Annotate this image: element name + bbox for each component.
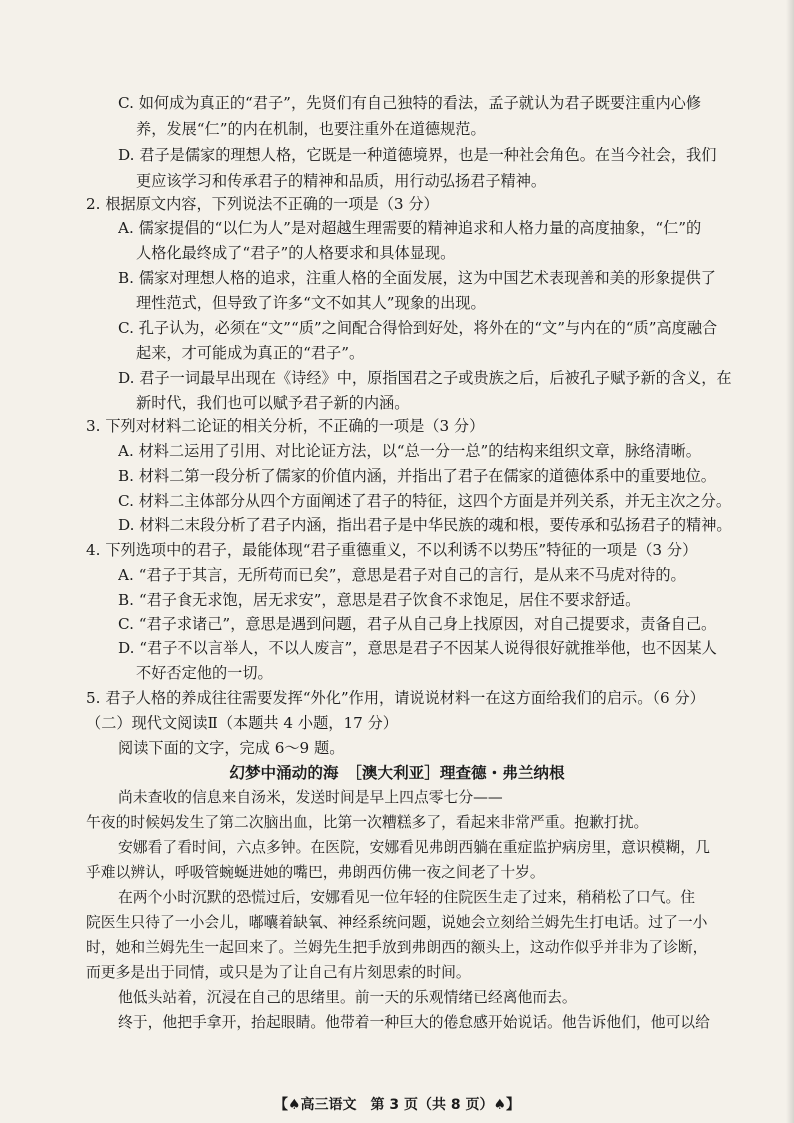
q4-option-d-line1: D. “君子不以言举人，不以人废言”，意思是君子不因某人说得很好就推举他，也不因某人 — [118, 639, 717, 657]
q5-stem: 5. 君子人格的养成往往需要发挥“外化”作用，请说说材料一在这方面给我们的启示。（6 分） — [86, 689, 705, 707]
passage-line: 安娜看了看时间，六点多钟。在医院，安娜看见弗朗西躺在重症监护病房里，意识模糊，几 — [118, 839, 710, 856]
passage-line: 在两个小时沉默的恐慌过后，安娜看见一位年轻的住院医生走了过来，稍稍松了口气。住 — [118, 889, 696, 906]
q1-option-d-line2: 更应该学习和传承君子的精神和品质，用行动弘扬君子精神。 — [136, 172, 547, 190]
q1-option-d-line1: D. 君子是儒家的理想人格，它既是一种道德境界，也是一种社会角色。在当今社会，我们 — [118, 146, 717, 164]
q3-option-b: B. 材料二第一段分析了儒家的价值内涵，并指出了君子在儒家的道德体系中的重要地位。 — [118, 467, 716, 485]
q1-option-c-line1: C. 如何成为真正的“君子”，先贤们有自己独特的看法，孟子就认为君子既要注重内心修 — [118, 94, 702, 112]
passage-title: 幻梦中涌动的海 ［澳大利亚］理查德・弗兰纳根 — [229, 763, 565, 782]
passage-line: 尚未查收的信息来自汤米，发送时间是早上四点零七分—— — [118, 789, 503, 806]
passage-line: 乎难以辨认，呼吸管蜿蜒进她的嘴巴，弗朗西仿佛一夜之间老了十岁。 — [86, 864, 545, 881]
q2-stem: 2. 根据原文内容，下列说法不正确的一项是（3 分） — [86, 195, 439, 213]
q4-option-a: A. “君子于其言，无所苟而已矣”，意思是君子对自己的言行，是从来不马虎对待的。 — [118, 566, 686, 584]
q2-option-c-line1: C. 孔子认为，必须在“文”“质”之间配合得恰到好处，将外在的“文”与内在的“质”高度融合 — [118, 319, 718, 337]
passage-line: 终于，他把手拿开，抬起眼睛。他带着一种巨大的倦怠感开始说话。他告诉他们，他可以给 — [118, 1014, 710, 1031]
scan-edge-shadow — [786, 0, 794, 1123]
q2-option-c-line2: 起来，才可能成为真正的“君子”。 — [136, 344, 365, 362]
q2-option-d-line1: D. 君子一词最早出现在《诗经》中，原指国君之子或贵族之后，后被孔子赋予新的含义，在 — [118, 369, 732, 387]
q3-option-c: C. 材料二主体部分从四个方面阐述了君子的特征，这四个方面是并列关系，并无主次之分。 — [118, 492, 732, 510]
q4-option-b: B. “君子食无求饱，居无求安”，意思是君子饮食不求饱足，居住不要求舒适。 — [118, 591, 641, 609]
q2-option-b-line1: B. 儒家对理想人格的追求，注重人格的全面发展，这为中国艺术表现善和美的形象提供了 — [118, 269, 716, 287]
page-footer: 【♠高三语文 第 3 页（共 8 页）♠】 — [273, 1097, 521, 1113]
q2-option-a-line1: A. 儒家提倡的“以仁为人”是对超越生理需要的精神追求和人格力量的高度抽象，“仁”的 — [118, 219, 702, 237]
q1-option-c-line2: 养，发展“仁”的内在机制，也要注重外在道德规范。 — [136, 120, 486, 138]
q4-option-d-line2: 不好否定他的一切。 — [136, 664, 273, 682]
q3-stem: 3. 下列对材料二论证的相关分析，不正确的一项是（3 分） — [86, 417, 485, 435]
q3-option-a: A. 材料二运用了引用、对比论证方法，以“总一分一总”的结构来组织文章，脉络清晰。 — [118, 442, 701, 460]
reading-instruction: 阅读下面的文字，完成 6～9 题。 — [118, 739, 345, 757]
q2-option-d-line2: 新时代，我们也可以赋予君子新的内涵。 — [136, 394, 410, 412]
passage-line: 他低头站着，沉浸在自己的思绪里。前一天的乐观情绪已经离他而去。 — [118, 989, 577, 1006]
passage-line: 时，她和兰姆先生一起回来了。兰姆先生把手放到弗朗西的额头上，这动作似乎并非为了诊断， — [86, 939, 708, 956]
q2-option-a-line2: 人格化最终成了“君子”的人格要求和具体显现。 — [136, 244, 456, 262]
q4-option-c: C. “君子求诸己”，意思是遇到问题，君子从自己身上找原因，对自己提要求，责备自己。 — [118, 615, 717, 633]
section-heading: （二）现代文阅读Ⅱ（本题共 4 小题，17 分） — [86, 714, 398, 732]
passage-line: 午夜的时候妈发生了第二次脑出血，比第一次糟糕多了，看起来非常严重。抱歉打扰。 — [86, 814, 649, 831]
q4-stem: 4. 下列选项中的君子，最能体现“君子重德重义，不以利诱不以势压”特征的一项是（3 分） — [86, 541, 698, 559]
passage-line: 而更多是出于同情，或只是为了让自己有片刻思索的时间。 — [86, 964, 471, 981]
q2-option-b-line2: 理性范式，但导致了许多“文不如其人”现象的出现。 — [136, 294, 486, 312]
passage-line: 院医生只待了一小会儿，嘟囔着缺氧、神经系统问题，说她会立刻给兰姆先生打电话。过了一小 — [86, 914, 708, 931]
q3-option-d: D. 材料二末段分析了君子内涵，指出君子是中华民族的魂和根，要传承和弘扬君子的精神。 — [118, 516, 732, 534]
